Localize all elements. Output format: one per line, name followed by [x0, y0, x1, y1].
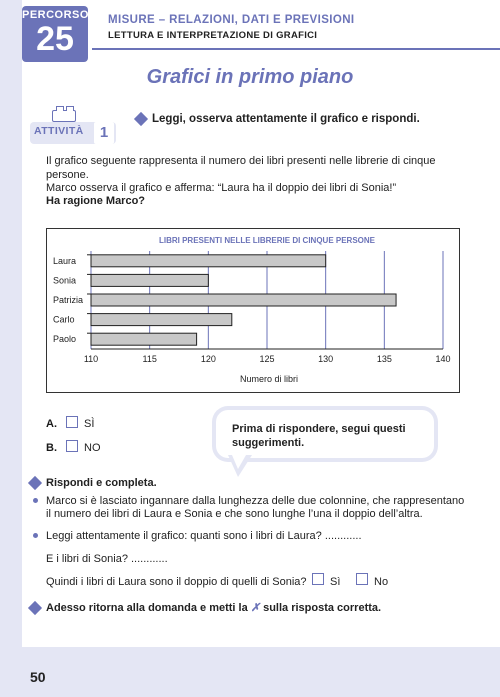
no-label: No	[374, 576, 389, 588]
x-mark-icon: ✗	[250, 602, 261, 614]
chart-x-axis-label: Numero di libri	[239, 374, 299, 384]
percorso-number: 25	[36, 20, 74, 58]
category-label: Patrizia	[53, 295, 84, 305]
option-b-label: NO	[84, 442, 101, 454]
bar-paolo	[91, 333, 197, 345]
page-number: 50	[30, 669, 46, 685]
option-b-checkbox[interactable]	[66, 440, 78, 452]
percorso-tag	[22, 6, 88, 62]
activity-number: 1	[94, 122, 114, 144]
activity-badge	[30, 110, 116, 144]
final-instruction	[46, 601, 381, 615]
diamond-bullet-icon	[134, 112, 148, 126]
bullet-icon	[33, 533, 38, 538]
bar-carlo	[91, 314, 232, 326]
header-subtitle: LETTURA E INTERPRETAZIONE DI GRAFICI	[108, 30, 318, 41]
category-label: Sonia	[53, 275, 77, 286]
x-tick-label: 140	[435, 354, 451, 364]
x-tick-label: 130	[318, 354, 334, 364]
bottom-band	[0, 647, 500, 697]
lego-brick-icon	[52, 110, 76, 122]
hint-text: Prima di rispondere, segui questi suggerimenti.	[232, 423, 406, 449]
bullet-2-line-2: E i libri di Sonia? ............	[46, 553, 168, 565]
chart-title: LIBRI PRESENTI NELLE LIBRERIE DI CINQUE PERSONE	[158, 236, 376, 245]
x-tick-label: 110	[83, 354, 99, 364]
diamond-bullet-icon	[28, 476, 42, 490]
activity-label: ATTIVITÀ	[34, 125, 84, 137]
option-a-checkbox[interactable]	[66, 416, 78, 428]
intro-line-3: Marco osserva il grafico e afferma: “Laura ha il doppio dei libri di Sonia!”	[46, 182, 397, 194]
bar-sonia	[91, 274, 208, 286]
option-b-letter: B.	[46, 442, 57, 454]
chart-frame	[46, 228, 460, 393]
yes-checkbox[interactable]	[312, 573, 324, 585]
bar-patrizia	[91, 294, 396, 306]
header-divider	[92, 48, 500, 50]
diamond-bullet-icon	[28, 601, 42, 615]
x-tick-label: 135	[376, 354, 392, 364]
x-tick-label: 120	[200, 354, 216, 364]
bullet-1-line-1: Marco si è lasciato ingannare dalla lunghezza delle due colonnine, che rappresentano	[46, 495, 465, 507]
percorso-label: PERCORSO	[22, 9, 89, 21]
section-title: Rispondi e completa.	[46, 477, 157, 489]
option-a-label: SÌ	[84, 418, 95, 430]
bullet-1-line-2: il numero dei libri di Laura e Sonia e che sono lunghe l’una il doppio dell’altra.	[46, 508, 423, 520]
bullet-icon	[33, 498, 38, 503]
category-label: Laura	[53, 255, 77, 266]
intro-line-2: persone.	[46, 169, 89, 181]
left-margin-strip	[0, 0, 22, 697]
activity-instruction: Leggi, osserva attentamente il grafico e rispondi.	[152, 113, 420, 125]
final-text-before: Adesso ritorna alla domanda e metti la	[46, 602, 248, 614]
bar-chart	[47, 229, 459, 392]
final-text-after: sulla risposta corretta.	[263, 602, 382, 614]
bullet-2-line-1: Leggi attentamente il grafico: quanti sono i libri di Laura? ............	[46, 530, 362, 542]
hint-bubble-tail-inner	[232, 455, 246, 469]
bullet-2-line-3: Quindi i libri di Laura sono il doppio di quelli di Sonia?	[46, 576, 307, 588]
yes-label: Sì	[330, 576, 341, 588]
page-title: Grafici in primo piano	[146, 66, 354, 88]
option-a-letter: A.	[46, 418, 57, 430]
intro-line-1: Il grafico seguente rappresenta il numero dei libri presenti nelle librerie di cinque	[46, 155, 436, 167]
bar-laura	[91, 255, 326, 267]
no-checkbox[interactable]	[356, 573, 368, 585]
category-label: Carlo	[53, 314, 75, 325]
intro-question: Ha ragione Marco?	[46, 195, 146, 207]
header-title: MISURE – RELAZIONI, DATI E PREVISIONI	[108, 14, 355, 26]
category-label: Paolo	[53, 334, 77, 345]
x-tick-label: 115	[142, 354, 157, 364]
x-tick-label: 125	[259, 354, 275, 364]
